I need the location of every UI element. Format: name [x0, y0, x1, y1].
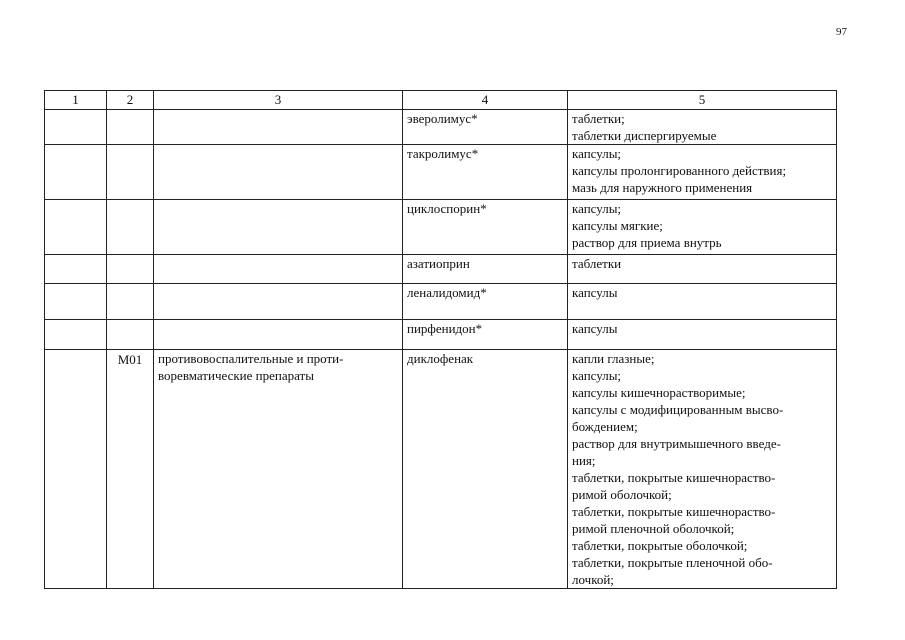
cell-group [154, 255, 403, 284]
table-row [45, 110, 837, 145]
cell-code [107, 200, 154, 255]
cell-col1 [45, 255, 107, 284]
group-line: воревматические препараты [158, 368, 314, 383]
cell-forms [568, 145, 837, 200]
cell-group [154, 320, 403, 350]
cell-drug: леналидомид* [403, 284, 568, 320]
cell-forms [568, 320, 837, 350]
cell-col1 [45, 350, 107, 589]
table-row [45, 200, 837, 255]
cell-drug: такролимус* [403, 145, 568, 200]
cell-code [107, 145, 154, 200]
cell-forms [568, 255, 837, 284]
cell-forms [568, 350, 837, 589]
form-line: капсулы [572, 321, 618, 336]
form-line: капсулы мягкие; [572, 218, 663, 233]
cell-group [154, 200, 403, 255]
table-row [45, 255, 837, 284]
header-row [45, 91, 837, 110]
cell-forms [568, 110, 837, 145]
table-row [45, 320, 837, 350]
header-col-3: 3 [154, 91, 403, 110]
header-col-1: 1 [45, 91, 107, 110]
cell-drug: азатиоприн [403, 255, 568, 284]
form-line: капсулы; [572, 368, 622, 383]
form-line: таблетки, покрытые кишечнораство- [572, 504, 776, 519]
cell-forms [568, 284, 837, 320]
form-line: мазь для наружного применения [572, 180, 753, 195]
cell-code: M01 [107, 350, 154, 589]
cell-group [154, 145, 403, 200]
cell-drug: циклоспорин* [403, 200, 568, 255]
form-line: таблетки, покрытые оболочкой; [572, 538, 748, 553]
table-row [45, 145, 837, 200]
form-line: римой оболочкой; [572, 487, 672, 502]
cell-col1 [45, 320, 107, 350]
header-col-4: 4 [403, 91, 568, 110]
cell-drug: пирфенидон* [403, 320, 568, 350]
table-row [45, 350, 837, 589]
cell-code [107, 284, 154, 320]
form-line: капсулы с модифицированным высво- [572, 402, 784, 417]
form-line: таблетки диспергируемые [572, 128, 717, 143]
cell-col1 [45, 284, 107, 320]
form-line: раствор для внутримышечного введе- [572, 436, 781, 451]
form-line: таблетки [572, 256, 622, 271]
form-line: таблетки, покрытые пленочной обо- [572, 555, 773, 570]
form-line: капсулы; [572, 201, 622, 216]
form-line: лочкой; [572, 572, 614, 587]
cell-col1 [45, 200, 107, 255]
form-line: бождением; [572, 419, 638, 434]
cell-code [107, 110, 154, 145]
form-line: капсулы кишечнорастворимые; [572, 385, 746, 400]
table-row [45, 284, 837, 320]
header-col-5: 5 [568, 91, 837, 110]
cell-code [107, 320, 154, 350]
group-line: противовоспалительные и проти- [158, 351, 344, 366]
form-line: ния; [572, 453, 596, 468]
form-line: таблетки, покрытые кишечнораство- [572, 470, 776, 485]
cell-col1 [45, 110, 107, 145]
cell-forms [568, 200, 837, 255]
form-line: раствор для приема внутрь [572, 235, 722, 250]
form-line: капли глазные; [572, 351, 655, 366]
cell-group [154, 110, 403, 145]
cell-col1 [45, 145, 107, 200]
cell-drug: диклофенак [403, 350, 568, 589]
header-col-2: 2 [107, 91, 154, 110]
form-line: капсулы; [572, 146, 622, 161]
drug-table [44, 90, 837, 589]
cell-drug: эверолимус* [403, 110, 568, 145]
cell-code [107, 255, 154, 284]
cell-group [154, 284, 403, 320]
form-line: таблетки; [572, 111, 625, 126]
form-line: капсулы пролонгированного действия; [572, 163, 787, 178]
page-number: 97 [836, 26, 847, 38]
form-line: римой пленочной оболочкой; [572, 521, 735, 536]
form-line: капсулы [572, 285, 618, 300]
cell-group [154, 350, 403, 589]
